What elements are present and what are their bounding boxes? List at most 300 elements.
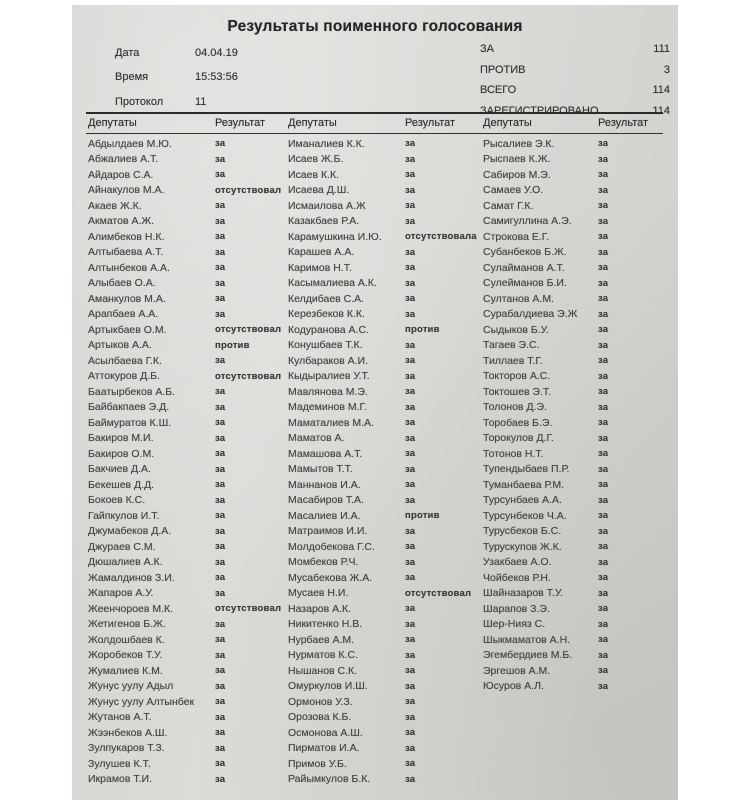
table-row [88, 524, 286, 540]
table-row [88, 322, 286, 338]
deputy-name: Райымкулов Б.К. [288, 773, 371, 786]
summary-row-against [480, 60, 670, 81]
vote-result: за [215, 649, 226, 661]
deputy-name: Торокулов Д.Г. [483, 432, 554, 445]
deputy-name: Осмонова А.Ш. [288, 726, 363, 739]
deputy-name: Момбеков Р.Ч. [288, 556, 359, 569]
table-row [483, 214, 663, 230]
vote-result: за [405, 339, 416, 351]
deputy-name: Жапаров А.У. [88, 587, 154, 600]
deputy-name: Шер-Нияз С. [483, 618, 546, 631]
vote-result: за [598, 463, 609, 475]
votes-total-value: 114 [652, 84, 670, 97]
deputy-name: Юсуров А.Л. [483, 680, 544, 693]
date-label: Дата [115, 47, 140, 59]
table-row [483, 276, 663, 292]
deputy-name: Эргешов А.М. [483, 664, 551, 677]
deputy-name: Мамашова А.Т. [288, 447, 363, 460]
vote-result: за [598, 525, 609, 537]
deputy-name: Турсунбеков Ч.А. [483, 509, 567, 522]
deputy-name: Самаев У.О. [483, 184, 544, 197]
vote-result: за [405, 618, 416, 630]
vote-result: за [598, 572, 609, 584]
table-row [288, 586, 481, 602]
table-row [88, 617, 286, 633]
deputy-name: Пирматов И.А. [288, 742, 360, 755]
deputy-name: Жумалиев К.М. [88, 664, 163, 677]
deputy-name: Карашев А.А. [288, 246, 355, 259]
vote-result: за [598, 587, 609, 599]
table-row [88, 400, 286, 416]
table-row [288, 260, 481, 276]
table-row [483, 648, 663, 664]
table-row [483, 462, 663, 478]
deputy-name: Каримов Н.Т. [288, 261, 352, 274]
table-row [288, 725, 481, 741]
vote-result: за [405, 417, 416, 429]
vote-result: за [215, 293, 226, 305]
table-row [88, 725, 286, 741]
table-row [88, 570, 286, 586]
deputy-name: Мадеминов М.Г. [288, 401, 367, 414]
vote-result: за [405, 603, 416, 615]
deputy-name: Бакиров М.И. [88, 432, 154, 445]
deputy-name: Сулайманов А.Т. [483, 261, 565, 274]
vote-result: за [405, 711, 416, 723]
result-header-3: Результат [598, 117, 649, 129]
vote-result: за [598, 308, 609, 320]
vote-result: за [215, 773, 226, 785]
vote-result: за [598, 448, 609, 460]
deputy-name: Сабиров М.Э. [483, 168, 551, 181]
deputy-name: Кулбараков А.И. [288, 354, 368, 367]
vote-result: за [405, 696, 416, 708]
table-row [88, 710, 286, 726]
vote-result: за [405, 246, 416, 258]
table-row [288, 679, 481, 695]
table-row [288, 601, 481, 617]
deputy-name: Дюшалиев А.К. [88, 556, 163, 569]
table-row [288, 152, 481, 168]
table-row [288, 524, 481, 540]
table-row [288, 617, 481, 633]
vote-result: за [598, 184, 609, 196]
table-row [288, 710, 481, 726]
deputy-name: Артыков А.А. [88, 339, 152, 352]
table-row [288, 756, 481, 772]
table-row [88, 539, 286, 555]
table-row [483, 198, 663, 214]
deputy-name: Баатырбеков А.Б. [88, 385, 176, 398]
deputy-name: Токторов А.С. [483, 370, 551, 383]
vote-result: за [215, 463, 226, 475]
meta-row-time [115, 65, 238, 89]
vote-result: за [405, 386, 416, 398]
vote-result: за [405, 494, 416, 506]
vote-result: за [405, 432, 416, 444]
deputy-name: Жоробеков Т.У. [88, 649, 163, 662]
table-row [288, 245, 481, 261]
vote-result: отсутствовала [405, 231, 477, 243]
deputy-name: Джураев С.М. [88, 540, 156, 553]
vote-result: за [215, 696, 226, 708]
deputy-name: Джумабеков Д.А. [88, 525, 172, 538]
table-row [88, 679, 286, 695]
votes-against-value: 3 [663, 63, 670, 76]
deputy-name: Шайназаров Т.У. [483, 587, 564, 600]
deputy-name: Карамушкина И.Ю. [288, 230, 382, 243]
vote-result: за [598, 215, 609, 227]
vote-result: против [405, 324, 440, 336]
table-row [88, 477, 286, 493]
table-row [88, 462, 286, 478]
vote-result: за [405, 153, 416, 165]
table-row [483, 229, 663, 245]
vote-result: за [215, 680, 226, 692]
table-row [288, 276, 481, 292]
protocol-label: Протокол [115, 96, 164, 108]
table-row [88, 384, 286, 400]
table-row [88, 508, 286, 524]
deputy-name: Туманбаева Р.М. [483, 478, 565, 491]
voting-table [88, 136, 663, 796]
vote-result: за [405, 138, 416, 150]
vote-result: за [598, 200, 609, 212]
table-row [483, 679, 663, 695]
table-row [288, 741, 481, 757]
vote-result: за [598, 432, 609, 444]
table-row [88, 663, 286, 679]
vote-result: за [405, 463, 416, 475]
deputy-name: Бокоев К.С. [88, 494, 146, 507]
deputy-name: Чойбеков Р.Н. [483, 571, 551, 584]
deputy-name: Субанбеков Б.Ж. [483, 246, 567, 259]
deputy-name: Узакбаев А.О. [483, 556, 552, 569]
vote-result: за [405, 200, 416, 212]
deputy-name: Арапбаев А.А. [88, 308, 159, 321]
deputy-name: Тагаев Э.С. [483, 339, 540, 352]
deputy-name: Самат Г.К. [483, 199, 534, 212]
vote-result: отсутствовал [215, 184, 282, 196]
table-row [88, 369, 286, 385]
vote-result: за [215, 665, 226, 677]
page-title: Результаты поименного голосования [227, 18, 523, 35]
deputy-name: Маматов А. [288, 432, 345, 445]
table-row [88, 772, 286, 788]
deputy-name: Тотонов Н.Т. [483, 447, 544, 460]
table-row [483, 307, 663, 323]
table-row [483, 508, 663, 524]
vote-summary-block [480, 39, 670, 121]
table-row [483, 601, 663, 617]
registered-label: ЗАРЕГИСТРИРОВАНО [480, 104, 599, 117]
table-row [88, 586, 286, 602]
deputy-name: Жунус уулу Адыл [88, 680, 174, 693]
deputy-name: Кыдыралиев У.Т. [288, 370, 370, 383]
deputy-name: Маннанов И.А. [288, 478, 361, 491]
vote-result: за [598, 634, 609, 646]
votes-for-value: 111 [653, 43, 670, 56]
vote-result: за [215, 432, 226, 444]
table-row [288, 322, 481, 338]
vote-result: за [215, 138, 226, 150]
deputy-name: Жолдошбаев К. [88, 633, 165, 646]
table-row [483, 555, 663, 571]
deputy-name: Абжалиев А.Т. [88, 153, 159, 166]
table-row [288, 446, 481, 462]
deputy-name: Байбакпаев Э.Д. [88, 401, 170, 414]
deputy-name: Исаев К.К. [288, 168, 340, 181]
vote-result: за [598, 494, 609, 506]
vote-result: за [215, 572, 226, 584]
table-row [288, 632, 481, 648]
scanned-voting-document [72, 5, 678, 800]
deputy-name: Асылбаева Г.К. [88, 354, 162, 367]
table-row [483, 291, 663, 307]
vote-result: за [405, 215, 416, 227]
vote-result: за [405, 277, 416, 289]
deputy-name: Турусбеков Б.С. [483, 525, 562, 538]
deputy-name: Жамалдинов З.И. [88, 571, 175, 584]
table-row [288, 663, 481, 679]
deputy-name: Орозова К.Б. [288, 711, 352, 724]
vote-result: за [215, 215, 226, 227]
table-row [288, 570, 481, 586]
table-row [88, 632, 286, 648]
table-row [483, 152, 663, 168]
deputy-name: Баймуратов К.Ш. [88, 416, 172, 429]
deputy-name: Аманкулов М.А. [88, 292, 166, 305]
table-row [288, 307, 481, 323]
vote-result: за [598, 618, 609, 630]
vote-result: за [598, 649, 609, 661]
deputy-name: Жеенчороев М.К. [88, 602, 174, 615]
vote-result: за [598, 277, 609, 289]
vote-result: за [215, 618, 226, 630]
vote-result: за [405, 572, 416, 584]
deputy-name: Бакчиев Д.А. [88, 463, 151, 476]
table-row [88, 245, 286, 261]
table-row [483, 136, 663, 152]
table-row [88, 431, 286, 447]
deputy-name: Бакиров О.М. [88, 447, 155, 460]
vote-result: за [598, 169, 609, 181]
table-row [288, 477, 481, 493]
votes-against-label: ПРОТИВ [480, 63, 526, 76]
table-row [288, 694, 481, 710]
deputy-name: Сыдыков Б.У. [483, 323, 549, 336]
table-row [88, 167, 286, 183]
vote-result: за [215, 711, 226, 723]
deputy-name: Тупендыбаев П.Р. [483, 463, 570, 476]
vote-result: за [405, 665, 416, 677]
deputy-name: Шыкмаматов А.Н. [483, 633, 571, 646]
deputy-name: Турсунбаев А.А. [483, 494, 562, 507]
meta-block [115, 41, 238, 114]
vote-result: за [405, 541, 416, 553]
deputy-name: Казакбаев Р.А. [288, 215, 360, 228]
deputy-name: Шарапов З.Э. [483, 602, 550, 615]
deputy-name: Мавлянова М.Э. [288, 385, 368, 398]
vote-result: за [598, 324, 609, 336]
table-row [288, 555, 481, 571]
deputies-header-3: Депутаты [483, 117, 532, 129]
table-row [88, 152, 286, 168]
deputy-name: Акаев Ж.К. [88, 199, 142, 212]
deputy-name: Нышанов С.К. [288, 664, 358, 677]
vote-result: за [405, 479, 416, 491]
vote-result: за [405, 773, 416, 785]
table-row [483, 353, 663, 369]
vote-result: за [598, 355, 609, 367]
vote-result: против [405, 510, 440, 522]
meta-row-protocol [115, 90, 238, 114]
table-row [288, 772, 481, 788]
vote-result: за [215, 153, 226, 165]
table-row [483, 322, 663, 338]
deputy-name: Конушбаев Т.К. [288, 339, 363, 352]
deputy-name: Мусаев Н.И. [288, 587, 349, 600]
deputies-header-2: Депутаты [288, 117, 337, 129]
table-row [288, 369, 481, 385]
table-row [288, 431, 481, 447]
table-row [483, 663, 663, 679]
deputy-name: Мамытов Т.Т. [288, 463, 353, 476]
result-header-1: Результат [215, 117, 266, 129]
vote-result: за [405, 293, 416, 305]
vote-result: за [215, 448, 226, 460]
table-row [288, 229, 481, 245]
vote-result: отсутствовал [215, 603, 282, 615]
table-row [288, 136, 481, 152]
deputy-name: Примов У.Б. [288, 757, 347, 770]
table-row [483, 260, 663, 276]
vote-result: за [405, 308, 416, 320]
deputy-name: Иманалиев К.К. [288, 137, 365, 150]
result-header-2: Результат [405, 117, 456, 129]
table-row [483, 384, 663, 400]
vote-result: за [215, 541, 226, 553]
vote-result: за [598, 665, 609, 677]
table-row [88, 291, 286, 307]
summary-row-for [480, 39, 670, 60]
table-row [483, 493, 663, 509]
vote-result: за [215, 758, 226, 770]
vote-result: за [215, 556, 226, 568]
vote-result: за [405, 742, 416, 754]
deputy-name: Нурматов К.С. [288, 649, 358, 662]
deputy-name: Алтыбаева А.Т. [88, 246, 164, 259]
vote-result: за [215, 231, 226, 243]
deputy-name: Айнакулов М.А. [88, 184, 165, 197]
vote-result: за [215, 355, 226, 367]
deputy-name: Мусабекова Ж.А. [288, 571, 373, 584]
vote-result: за [215, 386, 226, 398]
table-row [483, 617, 663, 633]
deputy-name: Эгембердиев М.Б. [483, 649, 573, 662]
vote-result: за [405, 262, 416, 274]
table-row [88, 260, 286, 276]
vote-result: отсутствовал [405, 587, 472, 599]
vote-result: за [215, 417, 226, 429]
table-row [483, 245, 663, 261]
table-row [288, 167, 481, 183]
votes-for-label: ЗА [480, 43, 494, 56]
table-row [483, 400, 663, 416]
deputy-name: Касымалиева А.К. [288, 277, 377, 290]
time-label: Время [115, 71, 149, 83]
deputy-name: Нурбаев А.М. [288, 633, 355, 646]
table-row [88, 276, 286, 292]
vote-result: за [598, 386, 609, 398]
deputy-name: Никитенко Н.В. [288, 618, 363, 631]
table-row [288, 493, 481, 509]
table-row [88, 741, 286, 757]
deputy-name: Жутанов А.Т. [88, 711, 152, 724]
vote-result: за [598, 541, 609, 553]
deputy-name: Самигуллина А.Э. [483, 215, 572, 228]
vote-result: за [598, 138, 609, 150]
table-row [88, 446, 286, 462]
deputy-name: Исмаилова А.Ж [288, 199, 366, 212]
table-row [483, 446, 663, 462]
vote-result: за [405, 680, 416, 692]
deputy-name: Зулушев К.Т. [88, 757, 151, 770]
vote-result: за [405, 727, 416, 739]
deputy-name: Айдаров С.А. [88, 168, 154, 181]
vote-result: за [598, 510, 609, 522]
deputy-name: Рысалиев Э.К. [483, 137, 555, 150]
table-row [88, 648, 286, 664]
deputy-name: Маматалиев М.А. [288, 416, 374, 429]
table-row [88, 307, 286, 323]
deputy-name: Ормонов У.З. [288, 695, 353, 708]
vote-result: отсутствовал [215, 324, 282, 336]
vote-result: за [598, 479, 609, 491]
deputy-name: Толонов Д.Э. [483, 401, 547, 414]
vote-result: за [215, 308, 226, 320]
table-column-2 [288, 136, 481, 787]
table-header [86, 112, 663, 134]
meta-row-date [115, 41, 238, 65]
vote-result: за [405, 355, 416, 367]
deputy-name: Алыбаев О.А. [88, 277, 156, 290]
table-row [483, 632, 663, 648]
vote-result: за [405, 758, 416, 770]
deputy-name: Сулейманов Б.И. [483, 277, 567, 290]
table-row [288, 214, 481, 230]
deputy-name: Исаева Д.Ш. [288, 184, 350, 197]
votes-total-label: ВСЕГО [480, 84, 517, 97]
table-row [483, 431, 663, 447]
table-row [88, 415, 286, 431]
table-row [288, 353, 481, 369]
table-row [288, 400, 481, 416]
vote-result: за [215, 479, 226, 491]
vote-result: за [598, 401, 609, 413]
vote-result: за [598, 417, 609, 429]
vote-result: против [215, 339, 250, 351]
deputy-name: Жунус уулу Алтынбек [88, 695, 195, 708]
table-row [288, 415, 481, 431]
deputy-name: Масабиров Т.А. [288, 494, 364, 507]
vote-result: за [405, 184, 416, 196]
vote-result: за [598, 246, 609, 258]
deputy-name: Масалиев И.А. [288, 509, 361, 522]
vote-result: за [598, 153, 609, 165]
deputy-name: Алимбеков Н.К. [88, 230, 165, 243]
table-row [483, 338, 663, 354]
